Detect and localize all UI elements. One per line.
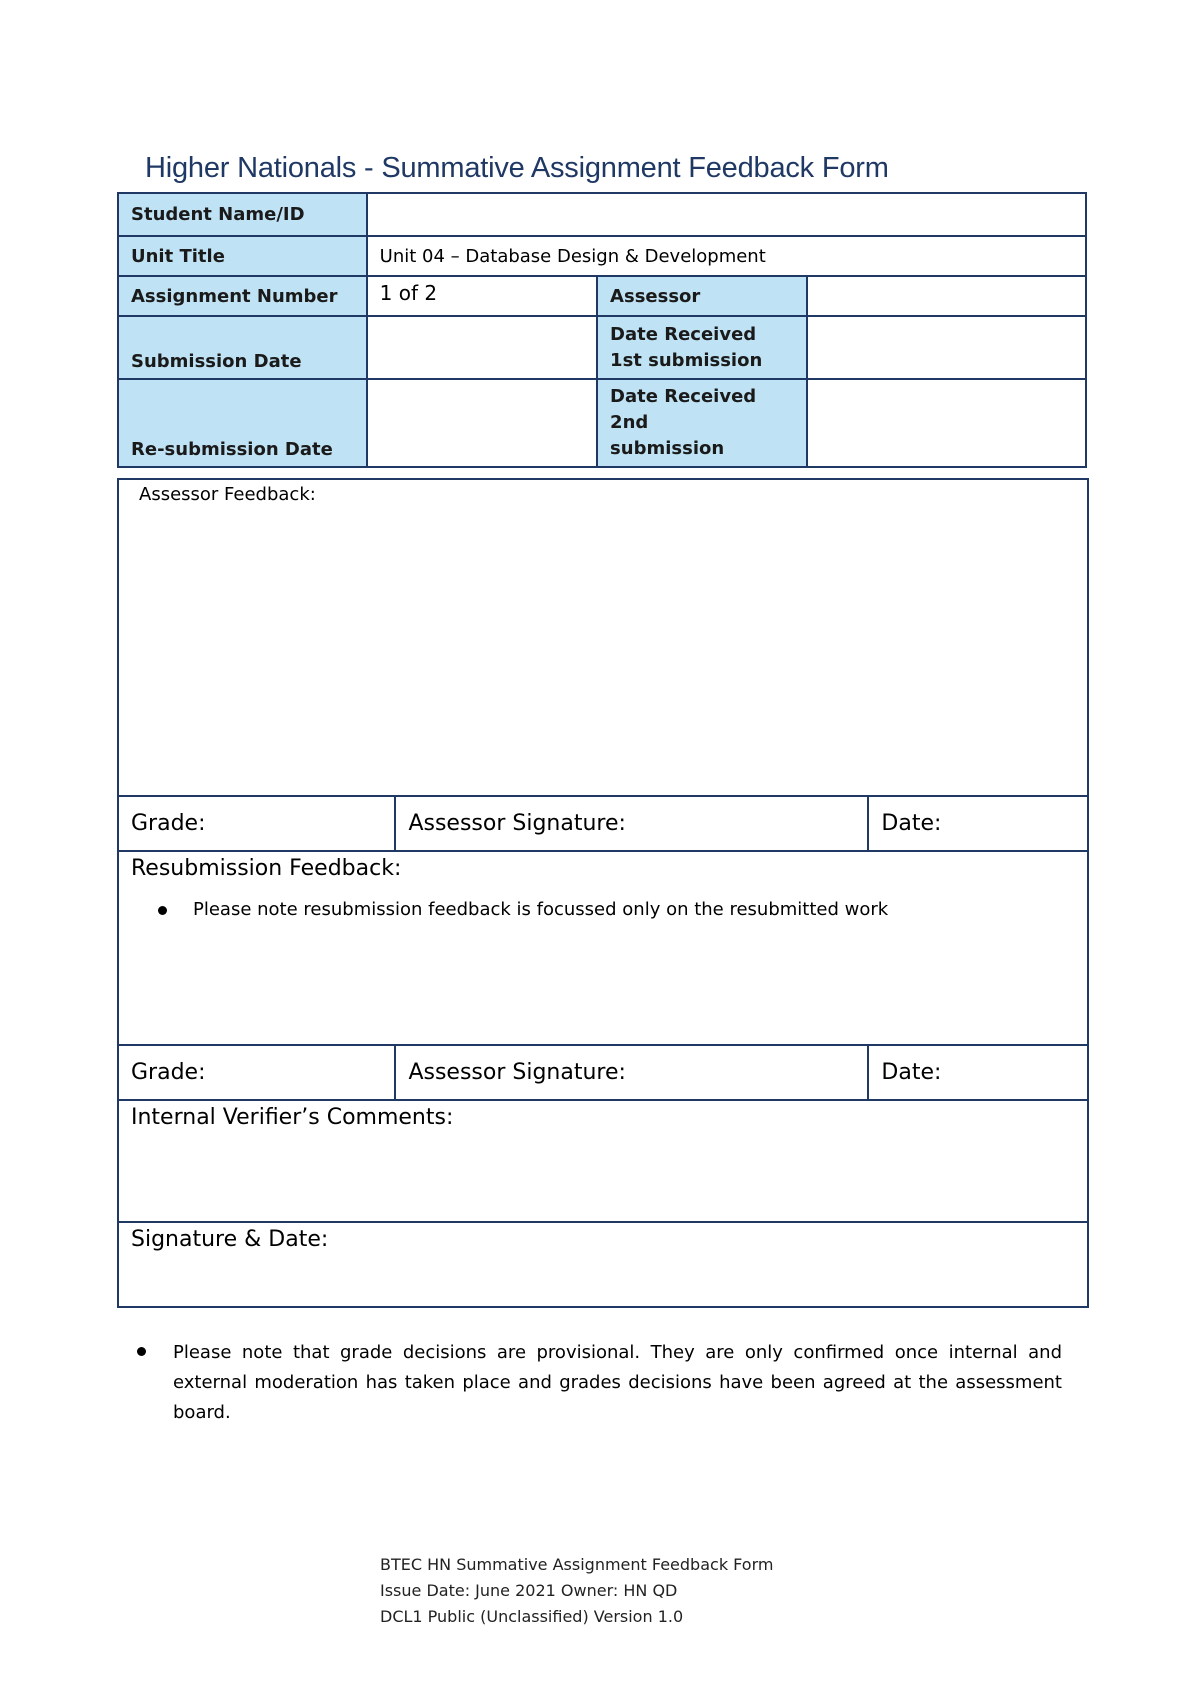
assignment-number-label: Assignment Number (118, 276, 367, 316)
grade-cell-2[interactable] (118, 1045, 395, 1100)
assessor-signature-label-2: Assessor Signature: (408, 1060, 626, 1085)
footer-line-2: Issue Date: June 2021 Owner: HN QD (380, 1581, 678, 1600)
resubmission-date-field[interactable] (367, 379, 597, 467)
footer (380, 1552, 773, 1630)
date-received-2nd-label-line2: submission (610, 438, 725, 459)
footer-line-1: BTEC HN Summative Assignment Feedback Form (380, 1555, 774, 1574)
resubmission-note-item (131, 899, 1075, 920)
grade-cell-1[interactable] (118, 796, 395, 851)
date-received-2nd-label-line1: Date Received 2nd (610, 386, 757, 433)
internal-verifier-cell[interactable] (118, 1100, 1088, 1222)
student-name-label: Student Name/ID (118, 193, 367, 236)
unit-title-field[interactable]: Unit 04 – Database Design & Development (367, 236, 1086, 276)
assessor-label: Assessor (597, 276, 807, 316)
signature-date-label: Signature & Date: (131, 1227, 329, 1252)
signature-date-cell[interactable] (118, 1222, 1088, 1307)
provisional-grade-note: Please note that grade decisions are provisional. They are only confirmed once internal and external moderation has taken place and grades decisions have been agreed at the assessment board. (173, 1342, 1062, 1423)
assessor-signature-cell-1[interactable] (395, 796, 868, 851)
submission-date-field[interactable] (367, 316, 597, 379)
date-received-1st-label-line2: 1st submission (610, 349, 763, 371)
date-received-2nd-field[interactable] (807, 379, 1086, 467)
date-received-1st-field[interactable] (807, 316, 1086, 379)
assessor-signature-label-1: Assessor Signature: (408, 811, 626, 836)
form-title: Higher Nationals - Summative Assignment Feedback Form (145, 152, 889, 184)
bullet-icon (158, 906, 167, 915)
date-cell-2[interactable] (868, 1045, 1088, 1100)
assessor-field[interactable] (807, 276, 1086, 316)
submission-date-label: Submission Date (118, 316, 367, 379)
footer-line-3: DCL1 Public (Unclassified) Version 1.0 (380, 1607, 684, 1626)
resubmission-feedback-cell[interactable] (118, 851, 1088, 1045)
date-label-2: Date: (881, 1060, 942, 1085)
grade-label-1: Grade: (131, 811, 206, 836)
resubmission-note: Please note resubmission feedback is focussed only on the resubmitted work (193, 899, 889, 920)
assessor-feedback-label: Assessor Feedback: (139, 484, 316, 505)
student-name-field[interactable] (367, 193, 1086, 236)
unit-title-label: Unit Title (118, 236, 367, 276)
feedback-table (117, 478, 1089, 1308)
date-cell-1[interactable] (868, 796, 1088, 851)
date-received-1st-label-line1: Date Received (610, 323, 757, 345)
resubmission-date-label: Re-submission Date (118, 379, 367, 467)
bullet-icon (137, 1347, 146, 1356)
assessor-feedback-cell[interactable] (118, 479, 1088, 796)
date-label-1: Date: (881, 811, 942, 836)
grade-label-2: Grade: (131, 1060, 206, 1085)
assignment-number-field[interactable]: 1 of 2 (367, 276, 597, 316)
internal-verifier-label: Internal Verifier’s Comments: (131, 1105, 454, 1130)
date-received-1st-label (597, 316, 807, 379)
assessor-signature-cell-2[interactable] (395, 1045, 868, 1100)
student-info-table (117, 192, 1087, 468)
resubmission-feedback-label: Resubmission Feedback: (131, 856, 402, 881)
date-received-2nd-label (597, 379, 807, 467)
